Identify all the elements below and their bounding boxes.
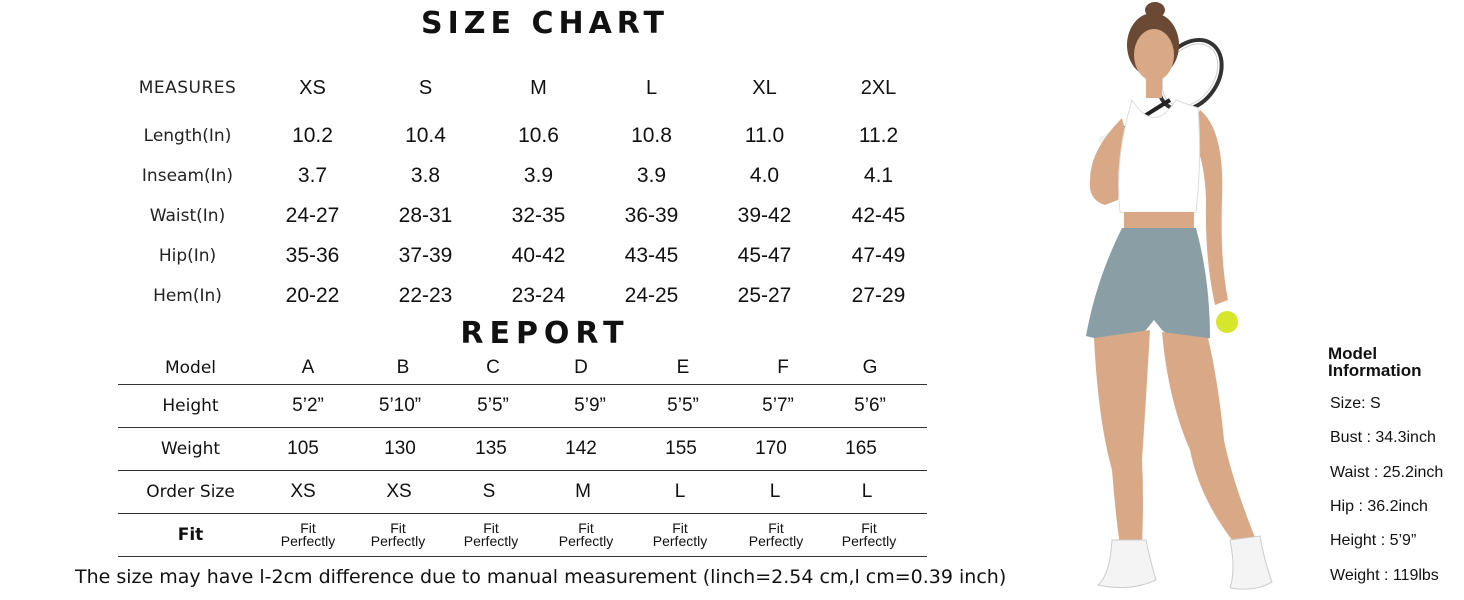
- cell: 36-39: [624, 204, 679, 227]
- model-header-f: F: [777, 357, 789, 378]
- cell: 32-35: [511, 204, 566, 227]
- model-header-c: C: [486, 357, 500, 378]
- model-info-weight: Weight : 119lbs: [1330, 567, 1439, 584]
- cell: 43-45: [624, 244, 679, 267]
- row-label: Hem(In): [153, 286, 222, 306]
- cell: 22-23: [398, 284, 453, 307]
- model-info-title-line2: Information: [1328, 361, 1422, 380]
- report-table: [118, 352, 927, 557]
- row-label: Waist(In): [149, 206, 226, 226]
- cell: Fit Perfectly: [370, 520, 426, 549]
- report-header-row: [118, 352, 927, 385]
- row-label: Height: [162, 396, 219, 416]
- model-header-a: A: [301, 357, 315, 378]
- model-header-g: G: [862, 357, 878, 378]
- cell: 23-24: [511, 284, 566, 307]
- model-photo: [1050, 0, 1300, 600]
- cell: 10.4: [405, 124, 446, 147]
- cell: 105: [287, 438, 319, 459]
- cell: 42-45: [851, 204, 906, 227]
- size-header-2xl: 2XL: [860, 77, 897, 99]
- tennis-ball-icon: [1216, 311, 1238, 333]
- cell: 10.6: [518, 124, 559, 147]
- report-row-weight: [118, 428, 927, 471]
- size-chart-title: SIZE CHART: [420, 6, 670, 41]
- cell: 4.0: [749, 164, 780, 187]
- cell: 20-22: [285, 284, 340, 307]
- cell: 5’5”: [477, 395, 509, 416]
- model-info-title: [1328, 345, 1464, 379]
- cell: XS: [290, 481, 316, 502]
- cell: 5’10”: [378, 395, 422, 416]
- cell: 11.0: [744, 124, 785, 147]
- cell: 27-29: [851, 284, 906, 307]
- size-header-s: S: [418, 77, 433, 99]
- size-header-xl: XL: [752, 77, 777, 99]
- cell: 3.9: [636, 164, 667, 187]
- cell: 5’7”: [762, 395, 794, 416]
- cell: 5’2”: [292, 395, 324, 416]
- size-chart-row-waist: [115, 198, 955, 238]
- cell: 24-25: [624, 284, 679, 307]
- model-info-title-line1: Model: [1328, 344, 1378, 363]
- cell: 155: [665, 438, 697, 459]
- cell: S: [482, 481, 496, 502]
- model-info-size: Size: S: [1330, 395, 1381, 412]
- size-header-m: M: [530, 77, 547, 99]
- cell: L: [861, 481, 873, 502]
- row-label: Inseam(In): [141, 166, 234, 186]
- model-header-d: D: [574, 357, 588, 378]
- row-label: Fit: [177, 525, 204, 545]
- cell: 135: [475, 438, 507, 459]
- crop-top: [1119, 100, 1200, 217]
- size-chart-row-inseam: [115, 158, 955, 198]
- row-label: Weight: [160, 439, 221, 459]
- cell: 28-31: [398, 204, 453, 227]
- cell: M: [575, 481, 591, 502]
- cell: 4.1: [863, 164, 894, 187]
- model-header-b: B: [396, 357, 410, 378]
- cell: 5’6”: [854, 395, 886, 416]
- cell: 40-42: [511, 244, 566, 267]
- model-information: [1328, 344, 1464, 584]
- cell: 25-27: [737, 284, 792, 307]
- cell: 3.9: [523, 164, 554, 187]
- cell: 142: [565, 438, 597, 459]
- cell: 24-27: [285, 204, 340, 227]
- cell: Fit Perfectly: [280, 520, 336, 549]
- cell: 45-47: [737, 244, 792, 267]
- cell: 10.8: [631, 124, 672, 147]
- model-info-height: Height : 5’9”: [1330, 532, 1417, 549]
- cell: 10.2: [292, 124, 333, 147]
- report-row-height: [118, 385, 927, 428]
- model-info-waist: Waist : 25.2inch: [1330, 464, 1444, 481]
- cell: 5’5”: [667, 395, 699, 416]
- measurement-note: The size may have l-2cm difference due to manual measurement (linch=2.54 cm,l cm=0.39 inch): [75, 566, 1007, 588]
- report-title: REPORT: [460, 316, 630, 351]
- model-info-hip: Hip : 36.2inch: [1330, 498, 1428, 515]
- cell: 3.7: [297, 164, 328, 187]
- cell: Fit Perfectly: [558, 520, 614, 549]
- report-row-fit: [118, 514, 927, 557]
- size-header-l: L: [645, 77, 658, 99]
- face: [1134, 29, 1174, 81]
- cell: 165: [845, 438, 877, 459]
- model-info-bust: Bust : 34.3inch: [1330, 429, 1436, 446]
- size-chart-row-hip: [115, 238, 955, 278]
- row-label: Length(In): [143, 126, 232, 146]
- cell: Fit Perfectly: [463, 520, 519, 549]
- measures-header: MEASURES: [138, 78, 237, 98]
- right-shoe: [1230, 536, 1272, 589]
- size-chart-row-hem: [115, 278, 955, 318]
- report-row-order-size: [118, 471, 927, 514]
- cell: Fit Perfectly: [748, 520, 804, 549]
- shorts: [1086, 228, 1210, 341]
- cell: Fit Perfectly: [841, 520, 897, 549]
- size-chart-row-length: [115, 118, 955, 158]
- row-label: Order Size: [146, 482, 235, 502]
- size-chart-table: [115, 70, 955, 318]
- cell: 130: [384, 438, 416, 459]
- cell: 39-42: [737, 204, 792, 227]
- model-header: Model: [164, 358, 217, 378]
- cell: L: [769, 481, 781, 502]
- model-header-e: E: [676, 357, 690, 378]
- size-chart-header-row: [115, 70, 955, 110]
- cell: 5’9”: [574, 395, 606, 416]
- cell: 11.2: [858, 124, 899, 147]
- cell: 37-39: [398, 244, 453, 267]
- cell: 170: [755, 438, 787, 459]
- left-shoe: [1098, 540, 1156, 588]
- cell: 35-36: [285, 244, 340, 267]
- cell: 3.8: [410, 164, 441, 187]
- size-header-xs: XS: [299, 77, 326, 99]
- cell: XS: [386, 481, 412, 502]
- left-leg: [1094, 330, 1150, 545]
- right-leg: [1162, 332, 1256, 545]
- cell: 47-49: [851, 244, 906, 267]
- row-label: Hip(In): [158, 246, 217, 266]
- cell: Fit Perfectly: [652, 520, 708, 549]
- cell: L: [674, 481, 686, 502]
